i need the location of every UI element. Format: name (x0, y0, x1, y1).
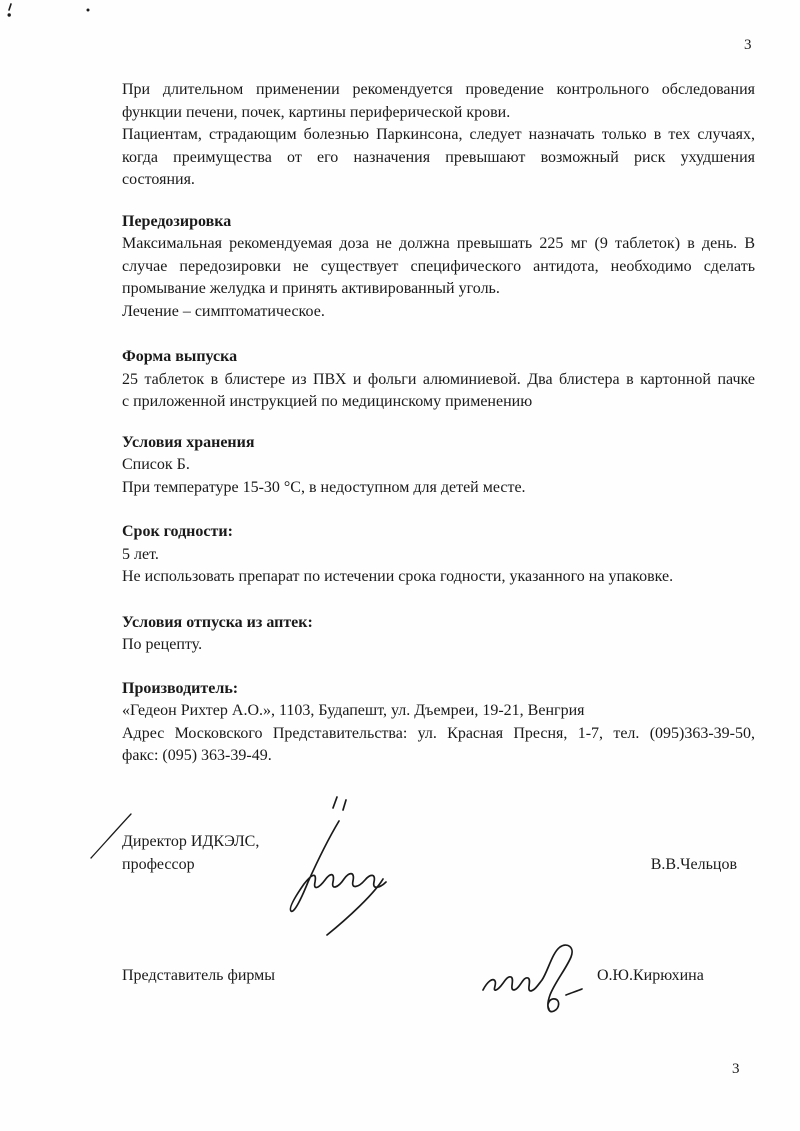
scan-artifact-icon (85, 7, 91, 13)
paragraph-parkinson (122, 124, 755, 192)
text-line: Не использовать препарат по истечении срока годности, указанного на упаковке. (122, 568, 674, 585)
section-heading: Срок годности: (122, 523, 233, 540)
paragraph-monitoring (122, 79, 755, 124)
director-signature (270, 794, 400, 939)
document-body (122, 79, 755, 1018)
text-line: функции печени, почек, картины периферической крови. (122, 103, 511, 121)
section-heading: Условия отпуска из аптек: (122, 613, 313, 631)
text-line: случае передозировки не существует специфического антидота, необходимо сделать (122, 257, 755, 275)
text-line: Лечение – симптоматическое. (122, 302, 325, 320)
representative-name: О.Ю.Кирюхина (597, 966, 704, 984)
text-line: При длительном применении рекомендуется проведение контрольного обследования (122, 81, 755, 98)
representative-signature (478, 938, 588, 1018)
text-line: факс: (095) 363-39-49. (122, 747, 272, 764)
section-dispensing (122, 612, 755, 657)
text-line: По рецепту. (122, 636, 203, 653)
section-shelf-life (122, 521, 755, 589)
text-line: состояния. (122, 171, 195, 188)
section-heading: Условия хранения (122, 433, 255, 451)
text-line: 25 таблеток в блистере из ПВХ и фольги алюминиевой. Два блистера в картонной пачке (122, 370, 755, 388)
text-line: При температуре 15-30 °С, в недоступном для детей месте. (122, 478, 526, 496)
text-line: Пациентам, страдающим болезнью Паркинсона, следует назначать только в тех случаях, (122, 126, 755, 143)
section-storage (122, 432, 755, 500)
director-role-line2: профессор (122, 855, 195, 873)
section-manufacturer (122, 678, 755, 768)
signature-area (122, 768, 755, 1018)
text-line: Список Б. (122, 456, 190, 473)
section-heading: Производитель: (122, 679, 239, 697)
text-line: Адрес Московского Представительства: ул. Красная Пресня, 1-7, тел. (095)363-39-50, (122, 724, 755, 742)
text-line: 5 лет. (122, 545, 159, 563)
text-line: Максимальная рекомендуемая доза не должна превышать 225 мг (9 таблеток) в день. В (122, 235, 755, 252)
text-line: «Гедеон Рихтер А.О.», 1103, Будапешт, ул. Дъемреи, 19-21, Венгрия (122, 702, 585, 719)
section-overdose (122, 211, 755, 324)
text-line: промывание желудка и принять активированный уголь. (122, 280, 500, 297)
representative-role: Представитель фирмы (122, 966, 276, 984)
director-role-line1: Директор ИДКЭЛС, (122, 832, 260, 850)
page-number-bottom: 3 (732, 1061, 740, 1077)
section-heading: Передозировка (122, 212, 232, 230)
text-line: с приложенной инструкцией по медицинскому применению (122, 393, 533, 410)
text-line: когда преимущества от его назначения превышают возможный риск ухудшения (122, 148, 755, 166)
section-release-form (122, 346, 755, 414)
director-name: В.В.Чельцов (650, 855, 737, 873)
scan-artifact-icon (6, 2, 16, 20)
section-heading: Форма выпуска (122, 348, 238, 365)
page-number-top: 3 (744, 37, 752, 53)
